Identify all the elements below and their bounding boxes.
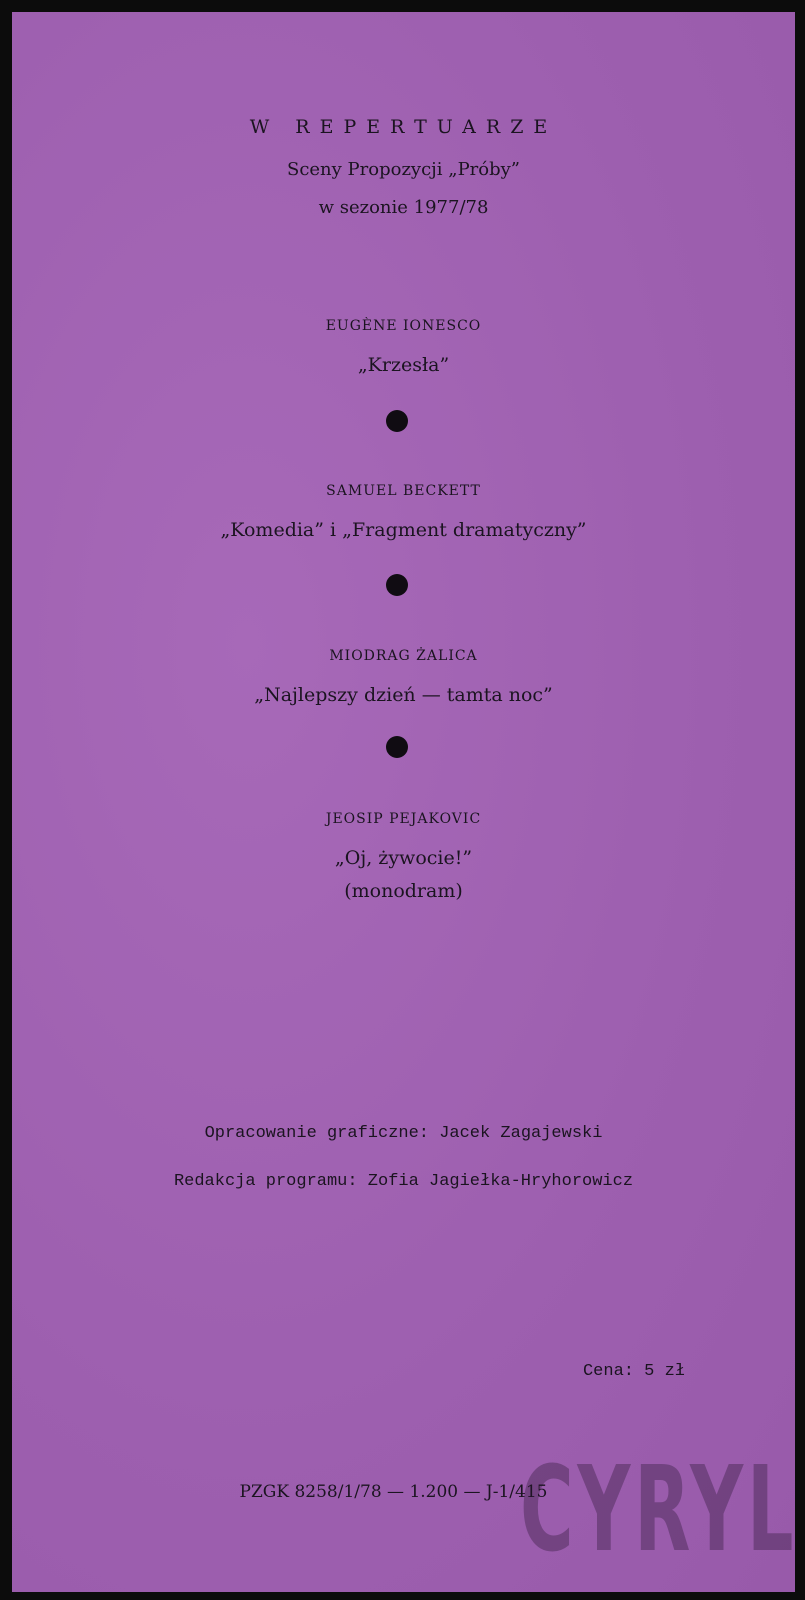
graphic-design-credit: Opracowanie graficzne: Jacek Zagajewski <box>204 1124 603 1143</box>
separator-dot <box>386 410 408 432</box>
print-imprint: PZGK 8258/1/78 — 1.200 — J-1/415 <box>239 1482 548 1502</box>
price-label: Cena: 5 zł <box>582 1362 685 1381</box>
cyryl-watermark: CYRYL <box>520 1440 798 1578</box>
production-title: „Komedia” i „Fragment dramatyczny” <box>220 519 587 541</box>
repertoire-heading: W REPERTUARZE <box>249 116 558 138</box>
production-author: EUGÈNE IONESCO <box>325 318 482 334</box>
production-author: MIODRAG ŻALICA <box>329 648 478 664</box>
production-title: „Oj, żywocie!” <box>334 847 473 869</box>
production-author: SAMUEL BECKETT <box>326 483 481 499</box>
production-author: JEOSIP PEJAKOVIC <box>325 811 482 827</box>
production-title: „Najlepszy dzień — tamta noc” <box>254 684 553 706</box>
separator-dot <box>386 574 408 596</box>
production-title: „Krzesła” <box>357 354 450 376</box>
season-label: w sezonie 1977/78 <box>318 197 489 218</box>
repertoire-subtitle: Sceny Propozycji „Próby” <box>286 159 521 180</box>
program-back-page <box>12 12 798 1592</box>
production-note: (monodram) <box>344 880 463 902</box>
separator-dot <box>386 736 408 758</box>
editor-credit: Redakcja programu: Zofia Jagiełka-Hryhorowicz <box>173 1172 634 1191</box>
